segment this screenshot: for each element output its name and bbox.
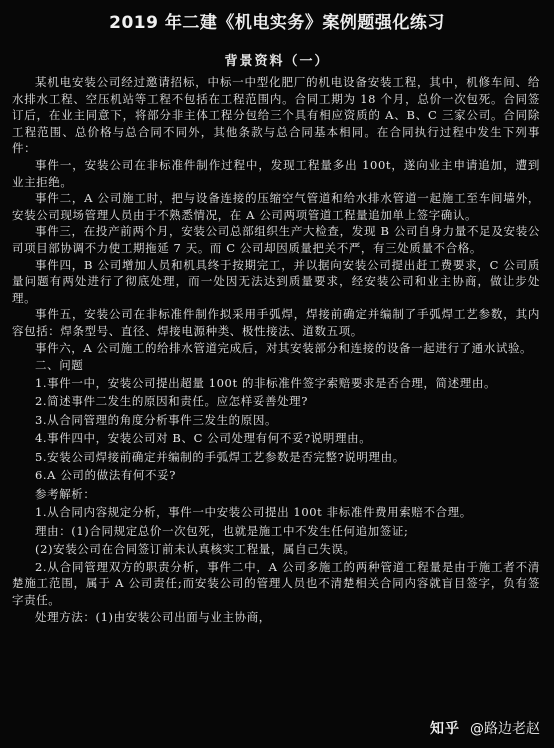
analysis-item: 理由：(1)合同规定总价一次包死，也就是施工中不发生任何追加签证; — [35, 523, 409, 538]
analysis-heading: 参考解析： — [35, 486, 96, 501]
question-item: 4.事件四中，安装公司对 B、C 公司处理有何不妥?说明理由。 — [35, 431, 372, 446]
analysis-item: 1.从合同内容规定分析，事件一中安装公司提出 100t 非标准件费用索赔不合理。 — [35, 505, 472, 520]
analysis-item: (2)安装公司在合同签订前未认真核实工程量，属自己失误。 — [35, 542, 356, 557]
question-item: 2.简述事件二发生的原因和责任。应怎样妥善处理? — [35, 394, 309, 409]
event-paragraph: 事件五，安装公司在非标准件制作拟采用手弧焊，焊接前确定并编制了手弧焊工艺参数，其内容包括：焊条型号、直径、焊接电源种类、极性接法、道数五项。 — [12, 307, 540, 338]
event-paragraph: 事件四，B 公司增加人员和机具终于按期完工，并以据向安装公司提出赶工费要求，C 公司质量问题有两处进行了彻底处理，而一处因无法达到质量要求，经安装公司和业主协商，做让步处理。 — [12, 257, 540, 305]
question-item: 6.A 公司的做法有何不妥? — [35, 468, 176, 483]
analysis-item: 2.从合同管理双方的职责分析，事件二中，A 公司多施工的两种管道工程量是由于施工者不清楚施工范围，属于 A 公司责任;而安装公司的管理人员也不清楚相关合同内容就盲目签字，负有签字责任。 — [12, 559, 540, 607]
event-paragraph: 事件六，A 公司施工的给排水管道完成后，对其安装部分和连接的设备一起进行了通水试验。 — [35, 340, 533, 355]
watermark — [430, 718, 540, 738]
document-body — [12, 74, 540, 627]
question-item: 3.从合同管理的角度分析事件三发生的原因。 — [35, 412, 278, 427]
event-paragraph: 事件二，A 公司施工时，把与设备连接的压缩空气管道和给水排水管道一起施工至车间墙外，安装公司现场管理人员由于不熟悉情况，在 A 公司两项管道工程量追加单上签字确认。 — [12, 191, 540, 222]
event-paragraph: 事件三，在投产前两个月，安装公司总部组织生产大检查，发现 B 公司自身力量不足及安装公司项目部协调不力使工期拖延 7 天。而 C 公司却因质量把关不严，有三处质量不合格。 — [12, 224, 540, 255]
background-paragraph: 某机电安装公司经过邀请招标，中标一中型化肥厂的机电设备安装工程，其中，机修车间、给水排水工程、空压机站等工程不包括在工程范围内。合同工期为 18 个月，总价一次包死。合同签订后，在业主同意下，将部分非主体工程分包给三个具有相应资质的 A、B、C 三家公司。合同除工程范围、总价格与总合同不同外，其他条款与总合同基本相同。在合同执行过程中发生下列事件： — [12, 75, 540, 156]
questions-heading: 二、问题 — [35, 358, 84, 373]
section-title: 背景资料（一） — [224, 54, 330, 69]
question-item: 1.事件一中，安装公司提出超量 100t 的非标准件签字索赔要求是否合理，简述理由。 — [35, 375, 497, 390]
zhihu-logo: 知乎 — [430, 721, 460, 737]
analysis-item: 处理方法：(1)由安装公司出面与业主协商， — [35, 610, 271, 625]
event-paragraph: 事件一，安装公司在非标准件制作过程中，发现工程量多出 100t，遂向业主申请追加，遭到业主拒绝。 — [12, 157, 540, 189]
document-title: 2019 年二建《机电实务》案例题强化练习 — [109, 13, 445, 33]
question-item: 5.安装公司焊接前确定并编制的手弧焊工艺参数是否完整?说明理由。 — [35, 449, 405, 464]
author-handle: @路边老赵 — [470, 721, 540, 737]
